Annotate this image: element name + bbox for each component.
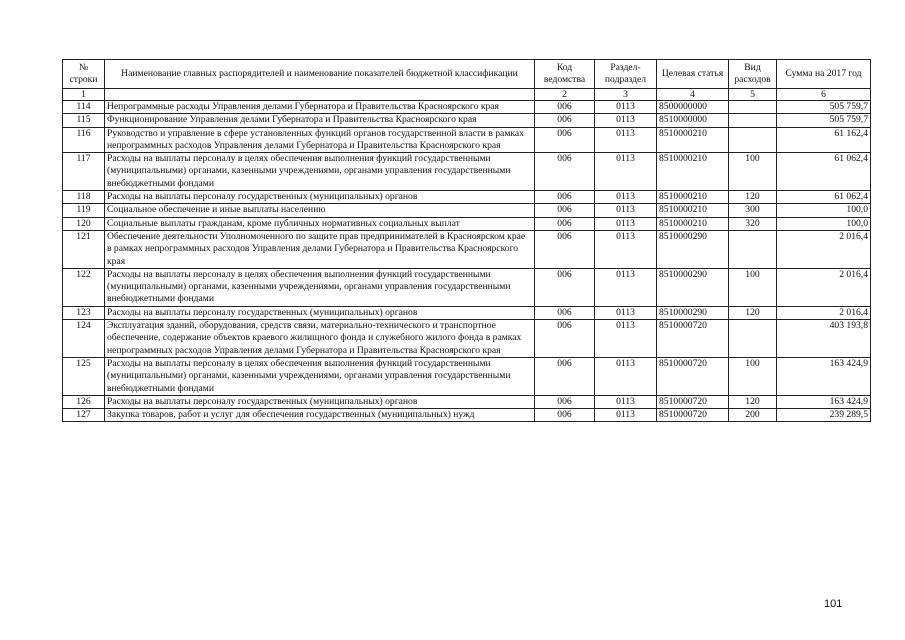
row-sum: 163 424,9 [777,357,871,395]
row-name: Эксплуатация зданий, оборудования, средств связи, материально-технического и транспортное обеспечение, содержание объектов краевого жилищного фонда и служебного жилого фонда в рамках непрограммных расходов Управления делами Губернатора и Правительства Красноярского края [105,320,535,358]
row-department-code: 006 [535,306,595,319]
row-section: 0113 [595,306,657,319]
row-section: 0113 [595,320,657,358]
row-target-article: 8510000210 [657,204,729,217]
row-number: 114 [63,101,105,114]
row-name: Расходы на выплаты персоналу в целях обеспечения выполнения функций государственными (муниципальными) органами, казенными учреждениями, органами управления государственными внебюджетными фондами [105,268,535,306]
row-target-article: 8510000210 [657,191,729,204]
row-department-code: 006 [535,101,595,114]
row-section: 0113 [595,217,657,230]
row-target-article: 8500000000 [657,101,729,114]
row-name: Расходы на выплаты персоналу в целях обеспечения выполнения функций государственными (муниципальными) органами, казенными учреждениями, органами управления государственными внебюджетными фондами [105,357,535,395]
table-row [63,153,871,191]
row-target-article: 8510000290 [657,230,729,268]
row-name: Закупка товаров, работ и услуг для обеспечения государственных (муниципальных) нужд [105,409,535,422]
row-section: 0113 [595,153,657,191]
table-header [63,60,871,101]
row-department-code: 006 [535,153,595,191]
row-name: Расходы на выплаты персоналу в целях обеспечения выполнения функций государственными (муниципальными) органами, казенными учреждениями, органами управления государственными внебюджетными фондами [105,153,535,191]
row-expense-type: 320 [729,217,777,230]
row-sum: 61 062,4 [777,153,871,191]
row-number: 121 [63,230,105,268]
row-section: 0113 [595,268,657,306]
row-sum: 2 016,4 [777,306,871,319]
row-expense-type [729,114,777,127]
table-body [63,101,871,422]
row-number: 118 [63,191,105,204]
row-department-code: 006 [535,409,595,422]
row-sum: 2 016,4 [777,268,871,306]
page-number: 101 [824,598,843,610]
row-expense-type [729,230,777,268]
row-sum: 61 162,4 [777,127,871,153]
row-target-article: 8510000290 [657,306,729,319]
row-expense-type: 100 [729,153,777,191]
row-name: Функционирование Управления делами Губернатора и Правительства Красноярского края [105,114,535,127]
header-sum: Сумма на 2017 год [777,60,871,89]
header-row-number: № строки [63,60,105,89]
row-expense-type [729,101,777,114]
row-sum: 61 062,4 [777,191,871,204]
table-row [63,409,871,422]
row-sum: 163 424,9 [777,395,871,408]
row-name: Непрограммные расходы Управления делами Губернатора и Правительства Красноярского края [105,101,535,114]
row-name: Расходы на выплаты персоналу государственных (муниципальных) органов [105,395,535,408]
row-section: 0113 [595,230,657,268]
row-number: 115 [63,114,105,127]
column-number-1: 1 [63,89,105,101]
row-section: 0113 [595,101,657,114]
table-row [63,395,871,408]
row-target-article: 8510000210 [657,127,729,153]
budget-table [62,59,871,422]
row-target-article: 8510000290 [657,268,729,306]
row-target-article: 8510000720 [657,320,729,358]
row-expense-type: 120 [729,306,777,319]
row-sum: 2 016,4 [777,230,871,268]
header-expense-type: Вид расходов [729,60,777,89]
row-number: 122 [63,268,105,306]
row-number: 117 [63,153,105,191]
row-section: 0113 [595,127,657,153]
row-sum: 239 289,5 [777,409,871,422]
row-number: 120 [63,217,105,230]
row-name: Социальное обеспечение и иные выплаты населению [105,204,535,217]
row-target-article: 8510000210 [657,217,729,230]
row-target-article: 8510000720 [657,357,729,395]
header-section: Раздел-подраздел [595,60,657,89]
row-name: Расходы на выплаты персоналу государственных (муниципальных) органов [105,306,535,319]
row-section: 0113 [595,357,657,395]
row-name: Обеспечение деятельности Уполномоченного по защите прав предпринимателей в Красноярском крае в рамках непрограммных расходов Управления делами Губернатора и Правительства Красноярского края [105,230,535,268]
column-number-2: 2 [535,89,595,101]
row-department-code: 006 [535,395,595,408]
table-row [63,217,871,230]
row-sum: 505 759,7 [777,101,871,114]
row-target-article: 8510000000 [657,114,729,127]
row-expense-type: 120 [729,395,777,408]
row-expense-type: 120 [729,191,777,204]
row-target-article: 8510000720 [657,395,729,408]
row-section: 0113 [595,204,657,217]
row-name: Руководство и управление в сфере установленных функций органов государственной власти в рамках непрограммных расходов Управления делами Губернатора и Правительства Красноярского края [105,127,535,153]
table-row [63,114,871,127]
row-expense-type: 300 [729,204,777,217]
table-row [63,320,871,358]
row-expense-type: 100 [729,268,777,306]
row-number: 125 [63,357,105,395]
row-section: 0113 [595,395,657,408]
row-section: 0113 [595,114,657,127]
row-number: 123 [63,306,105,319]
row-number: 116 [63,127,105,153]
row-name: Расходы на выплаты персоналу государственных (муниципальных) органов [105,191,535,204]
row-sum: 100,0 [777,217,871,230]
row-target-article: 8510000210 [657,153,729,191]
header-target-article: Целевая статья [657,60,729,89]
row-name: Социальные выплаты гражданам, кроме публичных нормативных социальных выплат [105,217,535,230]
column-number-4: 4 [657,89,729,101]
row-sum: 403 193,8 [777,320,871,358]
header-name: Наименование главных распорядителей и наименование показателей бюджетной классификации [105,60,535,89]
row-sum: 100,0 [777,204,871,217]
row-number: 124 [63,320,105,358]
column-number-5: 5 [729,89,777,101]
table-row [63,204,871,217]
row-sum: 505 759,7 [777,114,871,127]
column-number-1-name [105,89,535,101]
row-section: 0113 [595,191,657,204]
row-number: 127 [63,409,105,422]
row-department-code: 006 [535,320,595,358]
table-row [63,306,871,319]
budget-document [62,59,870,422]
table-row [63,101,871,114]
row-expense-type: 200 [729,409,777,422]
column-number-3: 3 [595,89,657,101]
row-department-code: 006 [535,114,595,127]
table-row [63,357,871,395]
row-department-code: 006 [535,204,595,217]
table-row [63,127,871,153]
table-row [63,268,871,306]
table-row [63,191,871,204]
row-section: 0113 [595,409,657,422]
row-number: 119 [63,204,105,217]
row-department-code: 006 [535,217,595,230]
header-department-code: Код ведомства [535,60,595,89]
row-department-code: 006 [535,268,595,306]
row-expense-type [729,320,777,358]
table-row [63,230,871,268]
row-department-code: 006 [535,127,595,153]
row-expense-type [729,127,777,153]
row-department-code: 006 [535,191,595,204]
column-number-6: 6 [777,89,871,101]
row-target-article: 8510000720 [657,409,729,422]
row-department-code: 006 [535,357,595,395]
row-number: 126 [63,395,105,408]
row-department-code: 006 [535,230,595,268]
row-expense-type: 100 [729,357,777,395]
